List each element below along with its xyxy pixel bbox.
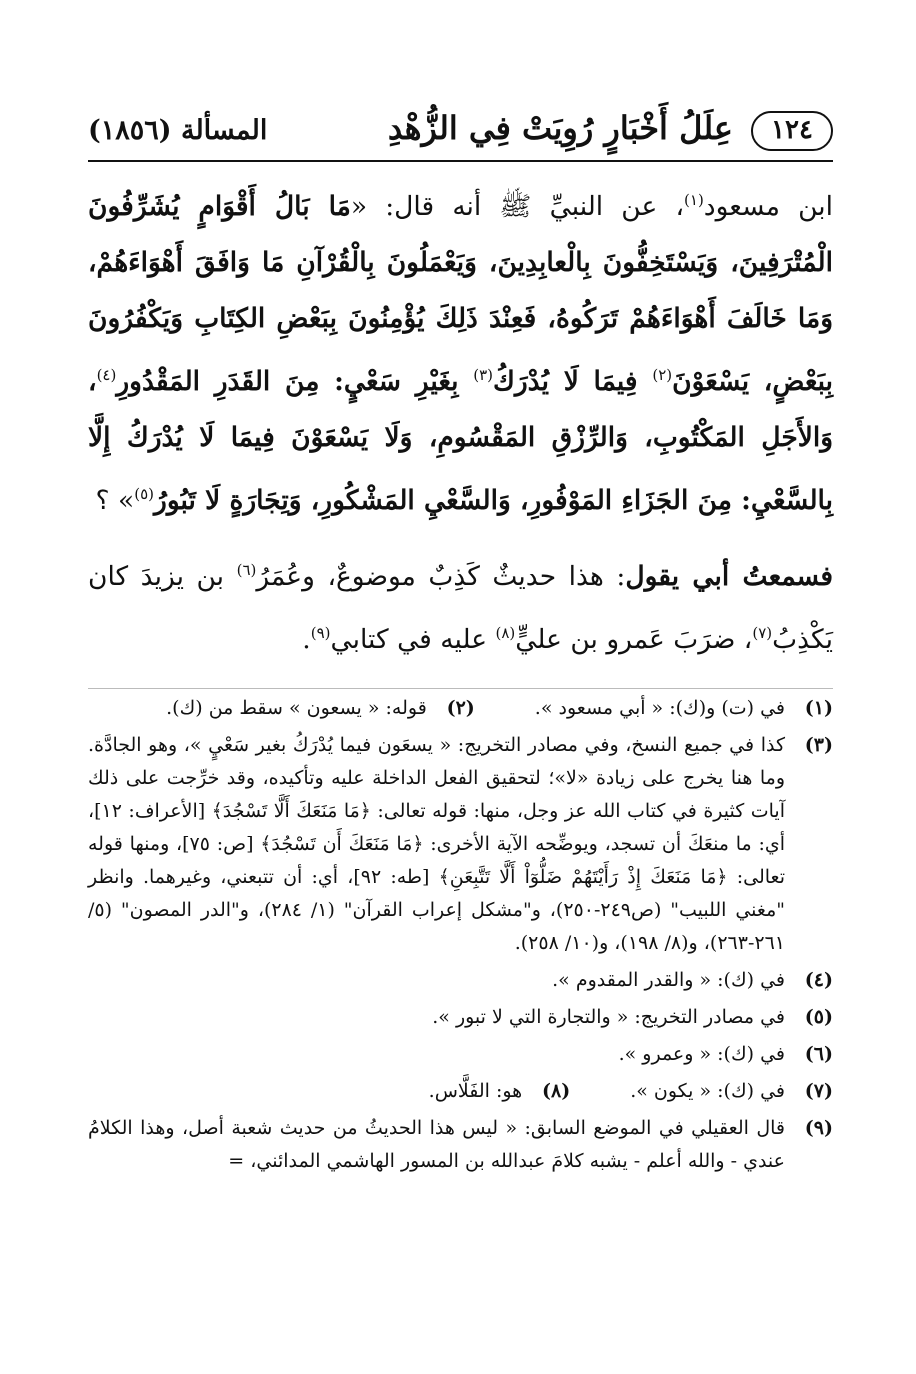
footnote-text: كذا في جميع النسخ، وفي مصادر التخريج: « يسعَون فيما يُدْرَكُ بغير سَعْيٍ »، وهو الجادَّة. وما هنا يخرج على زيادة «لا»؛ لتحقيق الفعل الداخلة عليه وتأكيده، وقد خرِّجت على ذلك آيات كثيرة في كتاب الله عز وجل، منها: قوله تعالى: ﴿مَا مَنَعَكَ أَلَّا تَسْجُدَ﴾ [الأعراف: ١٢]، أي: ما منعَكَ أن تسجد، ويوضِّحه الآية الأخرى: ﴿مَا مَنَعَكَ أَن تَسْجُدَ﴾ [ص: ٧٥]، ومنها قوله تعالى: ﴿مَا مَنَعَكَ إِذْ رَأَيْتَهُمْ ضَلُّوٓاْ أَلَّا تَتَّبِعَنِ﴾ [طه: ٩٢]، أي: أن تتبعني، وغيرهما. وانظر "مغني اللبيب" (ص٢٤٩-٢٥٠)، و"مشكل إعراب القرآن" (١/ ٢٨٤)، و"الدر المصون" (٥/ ٢٦١-٢٦٣)، و(٨/ ١٩٨)، و(١٠/ ٢٥٨). <box>88 734 785 954</box>
footnote-ref: (٦) <box>236 561 257 580</box>
header-divider <box>88 160 833 162</box>
judgment-text: . <box>302 624 311 656</box>
footnote-ref: (٩) <box>310 624 331 643</box>
footnote-item <box>88 1038 833 1071</box>
footnote-ref: (٢) <box>652 365 673 384</box>
hadith-quote: بِغَيْرِ سَعْيٍ: مِنَ القَدَرِ المَقْدُورِ <box>116 365 474 397</box>
footnote-text: في (ك): « والقدر المقدوم ». <box>552 969 785 991</box>
footnote-item <box>88 729 833 960</box>
footnote-item <box>630 1075 833 1108</box>
page-header <box>88 105 833 155</box>
footnote-text: في (ك): « وعمرو ». <box>618 1043 785 1065</box>
judgment-text: : هذا حديثٌ كَذِبٌ موضوعٌ، وعُمَرُ <box>256 561 626 593</box>
footnote-number: (٣) <box>804 734 833 756</box>
footnote-ref: (٣) <box>473 365 494 384</box>
footnote-text: في (ك): « يكون ». <box>630 1080 785 1102</box>
footnote-item <box>88 964 833 997</box>
footnote-item <box>88 1001 833 1034</box>
footnote-row <box>88 692 833 729</box>
footnote-number: (٥) <box>804 1006 833 1028</box>
footnote-number: (٨) <box>541 1080 571 1102</box>
hadith-quote: ، وَالأَجَلِ المَكْتُوبِ، وَالرِّزْقِ المَقْسُومِ، وَلَا يَسْعَوْنَ فِيمَا لَا يُدْرَكُ إِلَّا بِالسَّعْيِ: مِنَ الجَزَاءِ المَوْفُورِ، وَالسَّعْيِ المَشْكُورِ، وَتِجَارَةٍ لَا تَبُورُ <box>88 365 833 516</box>
footnote-item <box>88 1112 833 1178</box>
footnote-number: (٩) <box>804 1117 833 1139</box>
footnote-number: (٤) <box>804 969 833 991</box>
hadith-paragraph <box>88 172 833 528</box>
judgment-paragraph <box>88 542 833 668</box>
judgment-text: بن يزيدَ كان يَكْذِبُ <box>88 561 833 656</box>
speaker-text: فسمعتُ أبي يقول <box>625 561 833 593</box>
page-number: ١٢٤ <box>751 111 833 151</box>
footnote-ref: (٨) <box>495 624 516 643</box>
running-title: عِلَلُ أَخْبَارٍ رُوِيَتْ فِي الزُّهْدِ <box>387 109 733 147</box>
issue-label: المسألة (١٨٥٦) <box>88 115 268 146</box>
footnote-item <box>429 1075 571 1108</box>
footnote-text: هو: الفَلَّاس. <box>428 1080 523 1102</box>
footnote-text: في (ت) و(ك): « أبي مسعود ». <box>534 697 785 719</box>
footnote-ref: (١) <box>684 191 704 209</box>
footnote-text: قوله: « يسعون » سقط من (ك). <box>166 697 427 719</box>
narration-intro: ، عن النبيِّ ﷺ أنه قال: « <box>350 190 685 222</box>
footnote-ref: (٥) <box>134 484 155 503</box>
footnote-ref: (٤) <box>96 365 117 384</box>
hadith-quote: مَا بَالُ أَقْوَامٍ يُشَرِّفُونَ الْمُتْرَفِينَ، وَيَسْتَخِفُّونَ بِالْعابِدِينَ، وَيَعْمَلُونَ بِالْقُرْآنِ مَا وَافَقَ أَهْوَاءَهُمْ، وَمَا خَالَفَ أَهْوَاءَهُمْ تَرَكُوهُ، فَعِنْدَ ذَلِكَ يُؤْمِنُونَ بِبَعْضِ الكِتَابِ وَيَكْفُرُونَ بِبَعْضٍ، يَسْعَوْنَ <box>88 190 833 397</box>
footnote-ref: (٧) <box>752 624 773 643</box>
narrator-text: ابن مسعود <box>703 190 833 222</box>
footnote-number: (٧) <box>804 1080 833 1102</box>
hadith-quote: فِيمَا لَا يُدْرَكُ <box>493 365 653 397</box>
judgment-text: ، ضرَبَ عَمرو بن عليٍّ <box>515 624 753 656</box>
quote-close: » ؟ <box>95 484 135 516</box>
footnote-divider <box>88 688 833 689</box>
footnote-text: قال العقيلي في الموضع السابق: « ليس هذا الحديثُ من حديث شعبة أصل، وهذا الكلامُ عندي - والله أعلم - يشبه كلامَ عبدالله بن المسور الهاشمي المدائني، = <box>88 1117 785 1172</box>
footnote-item <box>166 692 475 725</box>
footnote-number: (١) <box>804 697 833 719</box>
footnote-text: في مصادر التخريج: « والتجارة التي لا تبور ». <box>432 1006 785 1028</box>
judgment-text: عليه في كتابي <box>330 624 496 656</box>
main-text <box>88 172 833 668</box>
footnotes <box>88 692 833 1182</box>
footnote-number: (٦) <box>804 1043 833 1065</box>
footnote-item <box>535 692 833 725</box>
footnote-number: (٢) <box>446 697 475 719</box>
footnote-row <box>88 1075 833 1112</box>
